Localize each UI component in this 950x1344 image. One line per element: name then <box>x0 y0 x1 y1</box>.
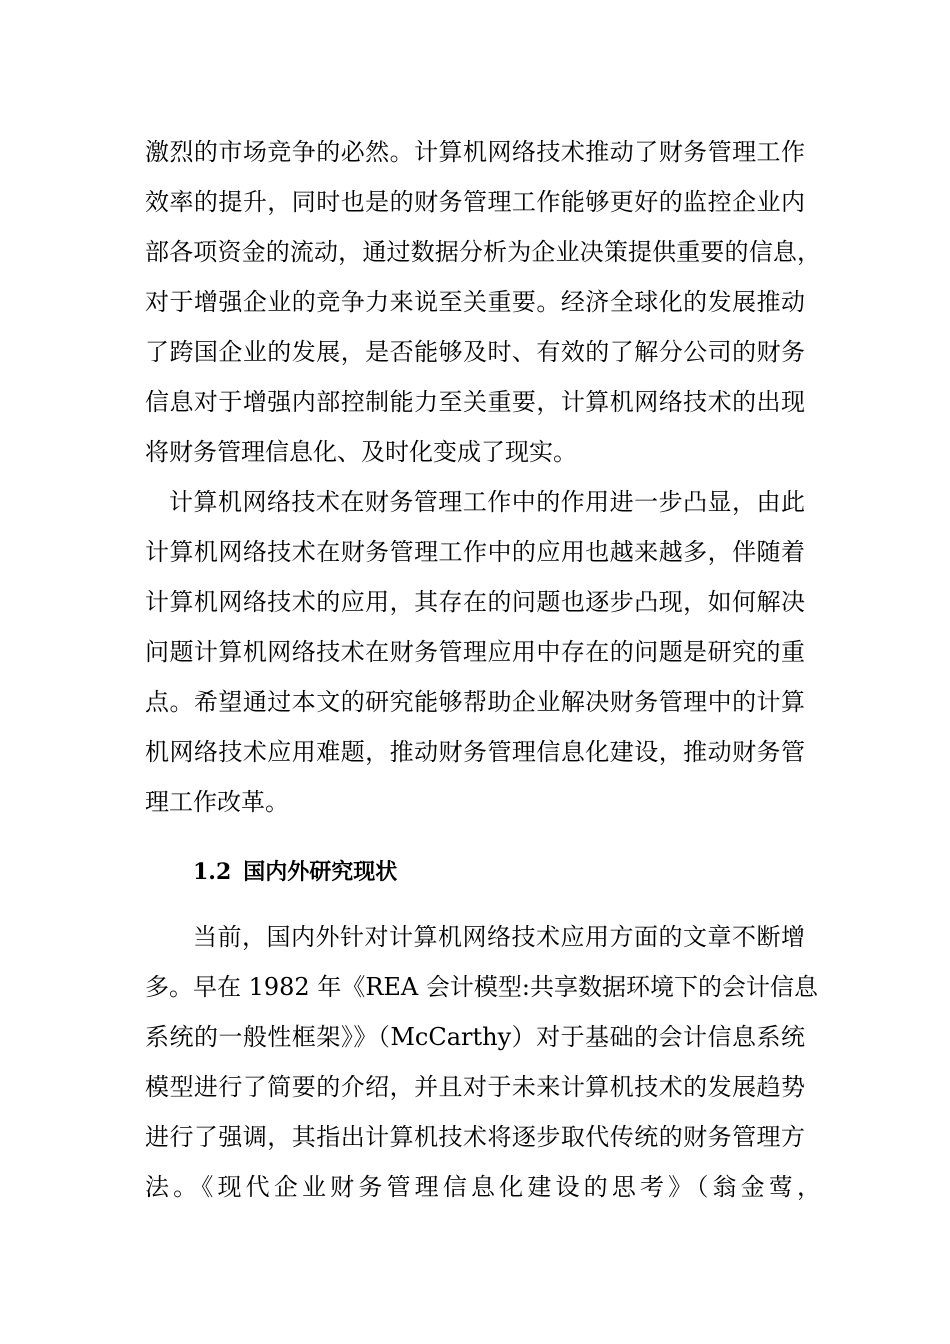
paragraph-line: 理工作改革。 <box>145 788 289 816</box>
paragraph-line: 计算机网络技术的应用，其存在的问题也逐步凸现，如何解决 <box>145 588 805 616</box>
section-heading <box>193 857 397 887</box>
paragraph-line: 点。希望通过本文的研究能够帮助企业解决财务管理中的计算 <box>145 688 805 716</box>
paragraph-line: 计算机网络技术在财务管理工作中的应用也越来越多，伴随着 <box>145 538 805 566</box>
paragraph-line: 部各项资金的流动，通过数据分析为企业决策提供重要的信息， <box>145 238 821 266</box>
paragraph-line: 效率的提升，同时也是的财务管理工作能够更好的监控企业内 <box>145 188 805 216</box>
paragraph-line: 当前，国内外针对计算机网络技术应用方面的文章不断增 <box>193 923 805 951</box>
paragraph-line: 了跨国企业的发展，是否能够及时、有效的了解分公司的财务 <box>145 338 805 366</box>
paragraph-line: 系统的一般性框架》》（McCarthy）对于基础的会计信息系统 <box>145 1023 805 1051</box>
paragraph-line: 信息对于增强内部控制能力至关重要，计算机网络技术的出现 <box>145 388 805 416</box>
paragraph-line: 法。《现代企业财务管理信息化建设的思考》（翁金莺， <box>145 1173 821 1201</box>
paragraph-line: 计算机网络技术在财务管理工作中的作用进一步凸显，由此 <box>169 488 805 516</box>
paragraph-line: 将财务管理信息化、及时化变成了现实。 <box>145 438 577 466</box>
paragraph-line: 激烈的市场竞争的必然。计算机网络技术推动了财务管理工作 <box>145 138 805 166</box>
paragraph-line: 对于增强企业的竞争力来说至关重要。经济全球化的发展推动 <box>145 288 805 316</box>
section-title: 国内外研究现状 <box>243 859 398 885</box>
section-number: 1.2 <box>193 859 232 885</box>
paragraph-line: 模型进行了简要的介绍，并且对于未来计算机技术的发展趋势 <box>145 1073 805 1101</box>
paragraph-line: 进行了强调，其指出计算机技术将逐步取代传统的财务管理方 <box>145 1123 805 1151</box>
paragraph-line: 机网络技术应用难题，推动财务管理信息化建设，推动财务管 <box>145 738 805 766</box>
paragraph-line: 问题计算机网络技术在财务管理应用中存在的问题是研究的重 <box>145 638 805 666</box>
paragraph-line: 多。早在 1982 年《REA 会计模型:共享数据环境下的会计信息 <box>145 973 818 1001</box>
